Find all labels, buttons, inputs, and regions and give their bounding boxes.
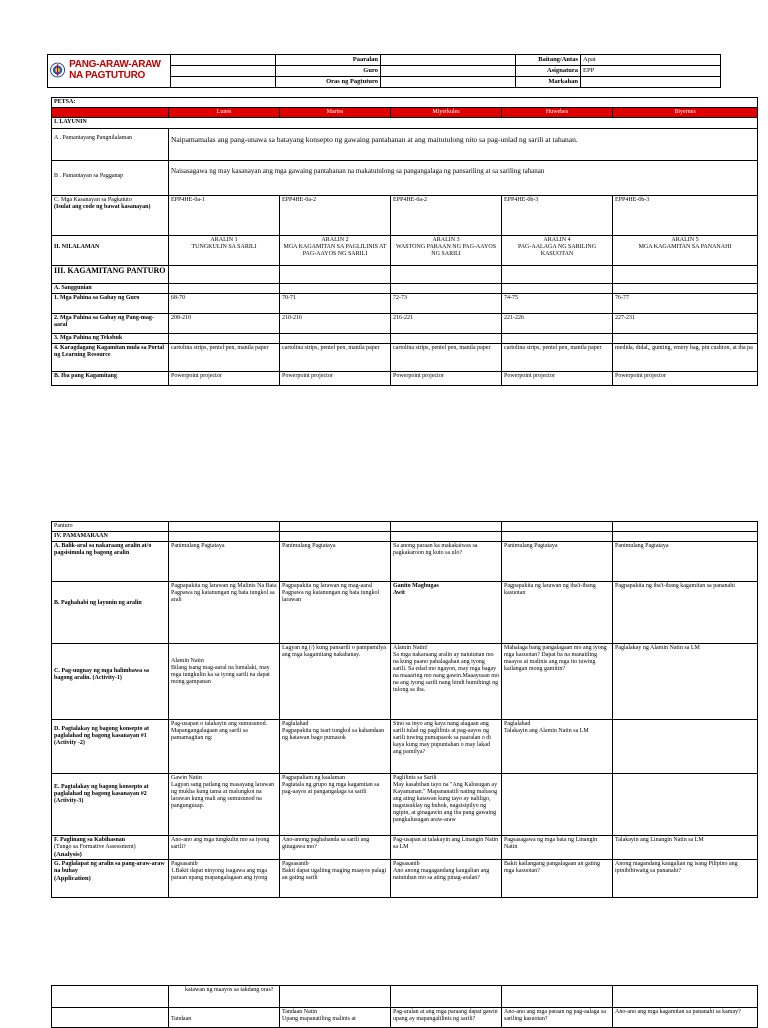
gabay-mag-aaral-label: 2. Mga Pahina sa Gabay ng Pang-mag-aaral (52, 314, 169, 334)
nilalaman-title: II. NILALAMAN (52, 236, 169, 266)
pagtalakay-1-huwebes: Paglalahad Talakayin ang Alamin Natin sa LM (502, 720, 613, 774)
paghahabi-biyernes: Pagpapakita ng iba't-ibang kagamitan sa pananahi (613, 582, 758, 644)
gabay-guro-miyerkules: 72-73 (391, 294, 502, 314)
lesson-table-page-1 (51, 97, 758, 386)
iba-pang-kagamitan-label: B. Iba pang Kagamitang (52, 372, 169, 386)
paghahabi-lunes: Pagpapakita ng larawan ng Malinis Na Bata Pagpawa ng katanungan ng bata tungkol sa arali (169, 582, 280, 644)
page2-tandaan-huwebes: Ano-ano ang mga paraan ng pag-aalaga sa sariling kasuotan? (502, 1008, 613, 1028)
label-guro: Guro (276, 66, 381, 77)
label-oras: Oras ng Pagtuturo (276, 77, 381, 88)
header-table (47, 54, 721, 88)
paglalapat-label-cell (52, 860, 169, 898)
gabay-guro-huwebes: 74-75 (502, 294, 613, 314)
paghahabi-martes: Pagpapakita ng larawan ng mag-aaral Pagpawa ng katanungan ng bata tungkol larawan (280, 582, 391, 644)
header-logo-cell (48, 55, 171, 88)
code-biyernes: EPP4HE-0b-3 (613, 196, 758, 236)
pagtalakay-1-martes: Paglalahad Pagpapakita ng tsart tungkol sa kahandaan ng katawan bago pumasok (280, 720, 391, 774)
paghahabi-huwebes: Pagpapakita ng larawan ng iba't-ibang kasuotan (502, 582, 613, 644)
pagtalakay-2-label: E. Pagtalakay ng bagong konsepto at paglalahad ng bagong kasanayan #2 (Activity-3) (52, 774, 169, 836)
page2-tandaan-miyerkules: Pag-aralan at ang mga paraang dapat gawin upang ay mapangalilinis ng sarili? (391, 1008, 502, 1028)
paglinang-analysis: (Analysis) (54, 851, 82, 858)
gabay-mag-aaral-biyernes: 227-231 (613, 314, 758, 334)
teksbuk-label: 3. Mga Pahina ng Teksbuk (52, 334, 169, 344)
day-biyernes: Biyernes (613, 108, 758, 118)
balik-aral-miyerkules: Sa anong paraan ka makakaiwas sa pagkakaroon ng kuto sa ulo? (391, 542, 502, 582)
lesson-table-pamamaraan (51, 521, 758, 898)
pamamaraan-title: IV. PAMAMARAAN (52, 532, 169, 542)
label-paaralan: Paaralan (276, 55, 381, 66)
portal-label: 4. Karagdagang Kagamitan mula sa Portal ng Learning Resource (52, 344, 169, 372)
iba-pang-lunes: Powerpoint projector (169, 372, 280, 386)
pag-uugnay-miyerkules: Alamin Natin! Sa mga nakaraang aralin ay natutunan mo na kung paano pahalagahan ang iyong sarili. Sa edad mo ngayon, may mga bagay na maaaring mo nang gawin.Maaayusan mo na ang iyong sarili nang hindi humihingi ng tulong sa iba. (391, 644, 502, 720)
day-martes: Martes (280, 108, 391, 118)
paglalapat-application: (Application) (54, 875, 91, 882)
paglinang-lunes: Ano-ano ang mga tungkulin mo sa iyong sarili? (169, 836, 280, 860)
pag-uugnay-huwebes: Mahalaga bang pangalagaan mo ang iyong mga kasuotan? Dapat ba na manatiling maayos at malinis ang mga ito tuwing kailangan mong gamitin? (502, 644, 613, 720)
paglinang-label: F. Paglinang sa Kabihasnan (54, 837, 126, 843)
paglinang-sub: (Tungo sa Formative Assessment) (54, 844, 136, 850)
portal-lunes: cartolina strips, pentel pen, manila paper (169, 344, 280, 372)
header-title: PANG-ARAW-ARAW NA PAGTUTURO (69, 59, 161, 81)
page2-tandaan-martes: Tandaan Natin Upang mapanatiling malinis at (280, 1008, 391, 1028)
kasanayan-label (52, 196, 169, 236)
paghahabi-label: B. Paghahabi ng layunin ng aralin (52, 582, 169, 644)
lesson-1: ARALIN 1 TUNGKULIN SA SARILI (169, 236, 280, 266)
paglinang-label-cell (52, 836, 169, 860)
deped-seal-icon (50, 57, 65, 83)
iba-pang-miyerkules: Powerpoint projector (391, 372, 502, 386)
paglalapat-miyerkules: Pagsasanib Ano anong magagandang kaugalian ang natutuhan mo sa ating pinag-aralan? (391, 860, 502, 898)
gabay-guro-label: 1. Mga Pahina sa Gabay ng Guro (52, 294, 169, 314)
pag-uugnay-label: C. Pag-uugnay ng mga halimbawa sa bagong aralin. (Activity-1) (52, 644, 169, 720)
pagtalakay-1-biyernes (613, 720, 758, 774)
gabay-mag-aaral-huwebes: 221-226 (502, 314, 613, 334)
lesson-table-page-2 (51, 985, 758, 1028)
day-lunes: Lunes (169, 108, 280, 118)
balik-aral-biyernes: Panimulang Pagtataya (613, 542, 758, 582)
code-huwebes: EPP4HE-0b-3 (502, 196, 613, 236)
day-miyerkules: Miyerkules (391, 108, 502, 118)
pamantayan-sa-pagganap-label: B . Pamantayan sa Pagganap (52, 161, 169, 196)
kasanayan-sub: (Isulat ang code ng bawat kasanayan) (54, 204, 151, 210)
value-baitang: Apat (581, 55, 721, 66)
code-lunes: EPP4HE-0a-1 (169, 196, 280, 236)
paglalapat-martes: Pagsasanib Bakit dapat ugaliing maging maayos palagi an gating sarili (280, 860, 391, 898)
kagamitan-title: III. KAGAMITANG PANTURO (52, 266, 169, 284)
label-markahan: Markahan (516, 77, 581, 88)
value-asignatura: EPP (581, 66, 721, 77)
pagtalakay-2-martes: Pagpapaliam ng kaalaman Pagtatala ng grupo ng mga kagamitan sa pag-aayos at pangangalaga sa sarili (280, 774, 391, 836)
pag-uugnay-martes: Lagyan ng (/) kung pansarili o pampamilya ang mga kagamitang nakahanay. (280, 644, 391, 720)
page2-cont-lunes: katawan ng maayos sa takdang oras? (169, 986, 280, 1008)
lesson-2: ARALIN 2 MGA KAGAMITAN SA PAGLILINIS AT PAG-AAYOS NG SARILI (280, 236, 391, 266)
pag-uugnay-biyernes: Paglalakay ng Alamin Natin sa LM (613, 644, 758, 720)
label-asignatura: Asignatura (516, 66, 581, 77)
portal-miyerkules: cartolina strips, pentel pen, manila paper (391, 344, 502, 372)
pagtalakay-2-biyernes (613, 774, 758, 836)
lesson-5: ARALIN 5 MGA KAGAMITAN SA PANANAHI (613, 236, 758, 266)
paglalapat-lunes: Pagsasanib 1.Bakit dapat ninyong isagawa ang mga paraan upang mapangalagaan ang iyong (169, 860, 280, 898)
gabay-guro-martes: 70-71 (280, 294, 391, 314)
gabay-guro-biyernes: 76-77 (613, 294, 758, 314)
pagtalakay-1-miyerkules: Sino sa inyo ang kaya nang alagaan ang sarili tulad ng paglilinis at pag-aayos ng sarili tuwing pumapasok sa paaralan o di kaya kung may pupuntahan o may lakad ang pamilya? (391, 720, 502, 774)
paglalapat-biyernes: Anong magandang kaugalian ng isang Pilipino ang ipinibibiwatig sa pananahi? (613, 860, 758, 898)
paglalapat-huwebes: Bakit kailangang pangalagaan an gating mga kasuotan? (502, 860, 613, 898)
page2-tandaan-biyernes: Ano-ano ang mga kagamitan sa pananahi sa kamay? (613, 1008, 758, 1028)
lesson-4: ARALIN 4 PAG-AALAGA NG SARILING KASUOTAN (502, 236, 613, 266)
code-miyerkules: EPP4HE-0a-2 (391, 196, 502, 236)
kasanayan-title: C. Mga Kasanayan sa Pagkatuto (54, 197, 132, 203)
pag-uugnay-lunes: Alamin Natin Bilang isang mag-aaral na lumalaki, may mga tungkulin ka sa iyong sarili na dapat mong gampanan (169, 644, 280, 720)
iba-pang-biyernes: Powerpoint projector (613, 372, 758, 386)
lesson-3: ARALIN 3 WASTONG PARAAN NG PAG-AAYOS NG SARILI (391, 236, 502, 266)
balik-aral-label: A. Balik-aral sa nakaraang aralin at/o pagsisimula ng bagong aralin (52, 542, 169, 582)
paglinang-biyernes: Talakayin ang Linangin Natin sa LM (613, 836, 758, 860)
code-martes: EPP4HE-0a-2 (280, 196, 391, 236)
pagtalakay-1-lunes: Pag-usapan o talakayin ang sumusunod. Mapangangalagaan ang sarili sa pamamagitan ng: (169, 720, 280, 774)
gabay-guro-lunes: 68-70 (169, 294, 280, 314)
paghahabi-miyerkules: Ganito Magbugas Awit (391, 582, 502, 644)
layunin-title: I. LAYUNIN (52, 118, 758, 129)
portal-martes: cartolina strips, pentel pen, manila paper (280, 344, 391, 372)
gabay-mag-aaral-miyerkules: 216-221 (391, 314, 502, 334)
petsa-label: PETSA: (52, 98, 758, 108)
value-oras (381, 77, 516, 88)
balik-aral-martes: Panimulang Pagtataya (280, 542, 391, 582)
pagtalakay-2-huwebes (502, 774, 613, 836)
panturo-label: Panturo (52, 522, 169, 532)
pagtalakay-2-miyerkules: Paglilinis sa Sarili May kasabihan tayo na "Ang Kalusugan ay Kayamanan." Mapananatili nating malusog ang ating katawan kung tayo ay naliligo, nagsusuklay ng buhok, nagsisipilyo ng ngipin, at ginagawin ang iba pang gawaing pangkalusugan araw-araw (391, 774, 502, 836)
sanggunian-label: A. Sanggunian (52, 284, 169, 294)
value-markahan (581, 77, 721, 88)
pagtalakay-1-label: D. Pagtalakay ng bagong konsepto at paglalahad ng bagong kasanayan #1 (Activity -2) (52, 720, 169, 774)
page2-tandaan-lunes: Tandaan (169, 1008, 280, 1028)
pamantayan-sa-pagganap-text: Naisasagawa ng may kasanayan ang mga gawaing pantahanan na makatutulong sa pangangalaga ng pansariling at sa sariling tahanan (169, 161, 758, 196)
iba-pang-martes: Powerpoint projector (280, 372, 391, 386)
iba-pang-huwebes: Powerpoint projector (502, 372, 613, 386)
day-huwebes: Huwebes (502, 108, 613, 118)
days-header-row (52, 108, 758, 118)
value-paaralan (381, 55, 516, 66)
pagtalakay-2-lunes: Gawin Natin Lagyan sang patlang ng masayang larawan ng mukha kung tama at malungkot na larawan kung mali ang sumusunod na pangungusap. (169, 774, 280, 836)
pamantayang-pangnilalaman-label: A . Pamantayang Pangnilalaman (52, 129, 169, 161)
portal-huwebes: cartolina strips, pentel pen, manila paper (502, 344, 613, 372)
paglalapat-label: G. Paglalapat ng aralin sa pang-araw-araw na buhay (54, 861, 165, 874)
gabay-mag-aaral-martes: 210-216 (280, 314, 391, 334)
paglinang-huwebes: Pagsasagawa ng mga bata ng Linangin Natin (502, 836, 613, 860)
pamantayang-pangnilalaman-text: Naipamamalas ang pang-unawa sa batayang konsepto ng gawaing pantahanan at ang maitutulong nito sa pag-unlad ng sarili at tahanan. (169, 129, 758, 161)
paglinang-martes: Ano-anong paghahanda sa sarili ang ginagawa mo? (280, 836, 391, 860)
balik-aral-huwebes: Panimulang Pagtataya (502, 542, 613, 582)
portal-biyernes: medida, didal,, gunting, emery bag, pin cushion, at iba pa (613, 344, 758, 372)
label-baitang: Baitang/Antas (516, 55, 581, 66)
value-guro (381, 66, 516, 77)
paglinang-miyerkules: Pag-usapan at talakayin ang Linangin Natin sa LM (391, 836, 502, 860)
balik-aral-lunes: Panimulang Pagtataya (169, 542, 280, 582)
gabay-mag-aaral-lunes: 208-210 (169, 314, 280, 334)
